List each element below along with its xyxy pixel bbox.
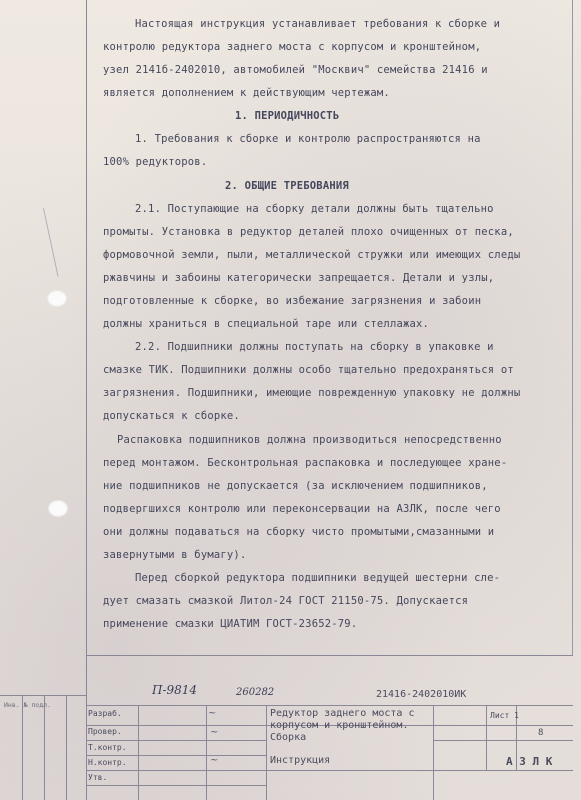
role-developer: Разраб. [88,709,122,718]
sheet-label: Лист 1 [490,711,519,720]
left-col-label: Инв. № подл. [4,701,51,709]
title-line: Сборка [270,732,307,743]
signature-3: ~ [210,755,219,766]
sheets-total: 8 [538,728,544,738]
unpack-line: перед монтажом. Бесконтрольная распаковка и последующее хране- [103,457,508,469]
intro-line: является дополнением к действующим чертежам. [103,87,390,99]
lube-line: Перед сборкой редуктора подшипники ведущей шестерни сле- [135,572,501,584]
document-code: 21416-2402010ИК [376,689,467,700]
section-heading-periodicity: 1. ПЕРИОДИЧНОСТЬ [235,110,340,122]
role-checker: Провер. [88,727,122,736]
unpack-line: завернутыми в бумагу). [103,549,247,561]
signature-1: ~ [208,708,217,719]
role-approved: Утв. [88,773,108,782]
date-mark: 260282 [236,687,275,698]
role-tech-control: Т.контр. [88,743,127,752]
unpack-line: они должны подаваться на сборку чисто промытыми,смазанными и [103,526,495,538]
para21-line: должны храниться в специальной таре или стеллажах. [103,318,430,330]
unpack-line: ние подшипников не допускается (за исключением подшипников, [103,480,488,492]
punch-hole-bottom [48,500,68,517]
lube-line: дует смазать смазкой Литол-24 ГОСТ 21150-75. Допускается [103,595,469,607]
inventory-number: П-9814 [152,683,198,697]
section1-line: 1. Требования к сборке и контролю распространяются на [135,133,481,145]
punch-hole-top [47,290,67,307]
margin-signature [43,203,80,276]
intro-line: контролю редуктора заднего моста с корпусом и кронштейном, [103,41,482,53]
role-norm-control: Н.контр. [88,758,127,767]
unpack-line: подвергшихся контролю или переконсервации на АЗЛК, после чего [103,503,501,515]
unpack-line: Распаковка подшипников должна производиться непосредственно [117,434,502,446]
para22-line: допускаться к сборке. [103,410,240,422]
para22-line: загрязнения. Подшипники, имеющие поврежденную упаковку не должны [103,387,521,399]
intro-line: Настоящая инструкция устанавливает требования к сборке и [135,18,501,30]
section-heading-general: 2. ОБЩИЕ ТРЕБОВАНИЯ [225,180,349,192]
title-block [86,655,573,800]
left-stamp-columns [0,655,86,800]
para21-line: промыты. Установка в редуктор деталей плохо очищенных от песка, [103,226,514,238]
company-name: А З Л К [506,755,553,768]
lube-line: применение смазки ЦИАТИМ ГОСТ-23652-79. [103,618,358,630]
intro-line: узел 2141б-2402010, автомобилей "Москвич" семейства 21416 и [103,64,488,76]
frame-border-right [572,0,573,655]
para22-line: смазке ТИК. Подшипники должны особо тщательно предохраняться от [103,364,514,376]
signature-2: ~ [210,727,219,738]
para21-line: формовочной земли, пыли, металлической стружки или имеющих следы [103,249,521,261]
title-line: Редуктор заднего моста с [270,708,415,719]
section1-line: 100% редукторов. [103,156,208,168]
para21-line: подготовленные к сборке, во избежание загрязнения и забоин [103,295,482,307]
para22-line: 2.2. Подшипники должны поступать на сборку в упаковке и [135,341,494,353]
title-line: корпусом и кронштейном. [270,720,409,731]
para21-line: ржавчины и забоины категорически запрещается. Детали и узлы, [103,272,495,284]
document-type: Инструкция [270,755,331,766]
para21-line: 2.1. Поступающие на сборку детали должны быть тщательно [135,203,494,215]
